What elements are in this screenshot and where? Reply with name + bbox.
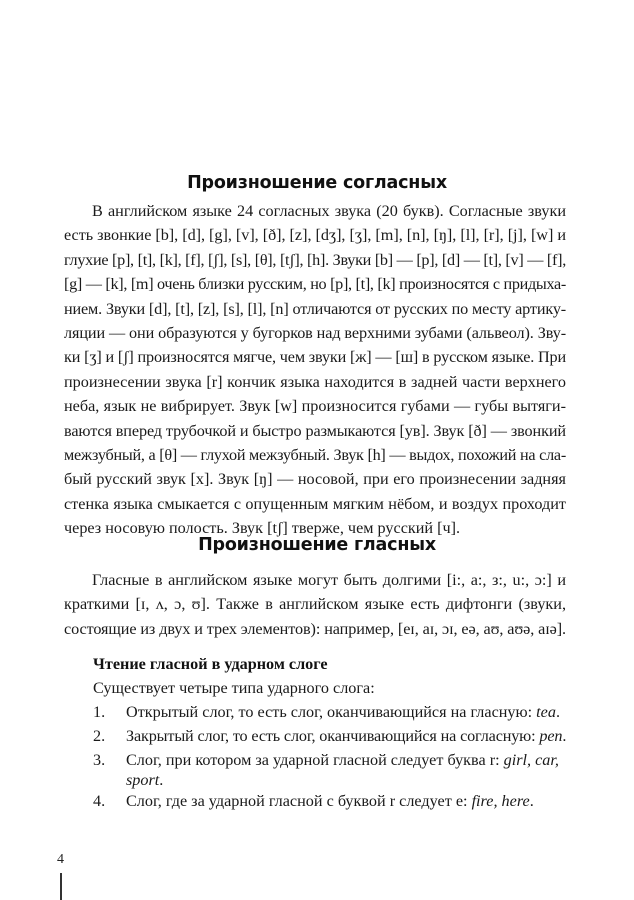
text-line: краткими [ɪ, ʌ, ɔ, ʊ]. Также в английском языке есть дифтонги (звуки,: [64, 595, 566, 614]
list-text: Закрытый слог, то есть слог, оканчивающийся на согласную:: [126, 727, 540, 745]
text-line: В английском языке 24 согласных звука (20 букв). Согласные звуки: [92, 202, 566, 220]
text-line: ваются вперед трубочкой и быстро размыкаются [ув]. Звук [ð] — звонкий: [64, 421, 566, 440]
list-text: Слог, где за ударной гласной с буквой r следует e:: [126, 792, 472, 810]
example-word: sport: [126, 771, 160, 789]
page-number: 4: [57, 852, 64, 867]
list-text: Открытый слог, то есть слог, оканчивающийся на гласную:: [126, 703, 537, 721]
text-line: ляции — они образуются у бугорков над верхними зубами (альвеол). Зву-: [64, 323, 566, 342]
text-line: неба, язык не вибрирует. Звук [w] произносится губами — губы вытяги-: [64, 397, 566, 416]
section-heading-vowels: Произношение гласных: [198, 535, 436, 555]
example-word: pen: [539, 727, 563, 745]
text-line: бый русский звук [х]. Звук [ŋ] — носовой, при его произнесении задняя: [64, 470, 566, 489]
text-line: [g] — [k], [m] очень близки русским, но [p], [t], [k] произносятся с придыха-: [64, 275, 566, 294]
list-intro: Существует четыре типа ударного слога:: [93, 679, 375, 697]
list-number: 4.: [93, 792, 106, 810]
punct: .: [529, 792, 534, 810]
text-line: состоящие из двух и трех элементов): например, [eɪ, aɪ, ɔɪ, eə, aʊ, aʊə, aɪə].: [64, 619, 566, 638]
section-heading-consonants: Произношение согласных: [187, 173, 447, 193]
text-line: стенка языка смыкается с опущенным мягким нёбом, и воздух проходит: [64, 494, 566, 513]
text-line: межзубный, а [θ] — глухой межзубный. Звук [h] — выдох, похожий на сла-: [64, 445, 566, 464]
text-line: ки [ʒ] и [ʃ] произносятся мягче, чем звуки [ж] — [ш] в русском языке. При: [64, 348, 566, 367]
list-number: 1.: [93, 703, 106, 721]
text-line: нием. Звуки [d], [t], [z], [s], [l], [n] отличаются от русских по месту артику-: [64, 299, 566, 318]
punct: .: [555, 703, 560, 721]
punct: .: [562, 727, 567, 745]
text-line: глухие [p], [t], [k], [f], [ʃ], [s], [θ], [tʃ], [h]. Звуки [b] — [p], [d] — [t], [v] — [f],: [64, 250, 566, 269]
text-line: произнесении звука [r] кончик языка находится в задней части верхнего: [64, 372, 566, 391]
example-word: tea: [536, 703, 556, 721]
list-number: 2.: [93, 727, 106, 745]
subheading-stressed-syllable: Чтение гласной в ударном слоге: [93, 655, 328, 673]
consonants-paragraph: [64, 199, 566, 540]
example-word: fire, here: [471, 792, 530, 810]
vowels-paragraph: [64, 568, 566, 641]
text-line: Гласные в английском языке могут быть долгими [i:, a:, з:, u:, ɔ:] и: [92, 571, 566, 589]
text-line: через носовую полость. Звук [tʃ] тверже, чем русский [ч].: [64, 519, 461, 538]
list-text: Слог, при котором за ударной гласной следует буква r:: [126, 751, 504, 769]
list-number: 3.: [93, 751, 106, 769]
example-word: girl, car,: [503, 751, 559, 769]
text-line: есть звонкие [b], [d], [g], [v], [ð], [z], [dʒ], [ʒ], [m], [n], [ŋ], [l], [r], [j], [w] и: [64, 226, 566, 245]
page-margin-bar: [60, 873, 62, 900]
punct: .: [159, 771, 164, 789]
